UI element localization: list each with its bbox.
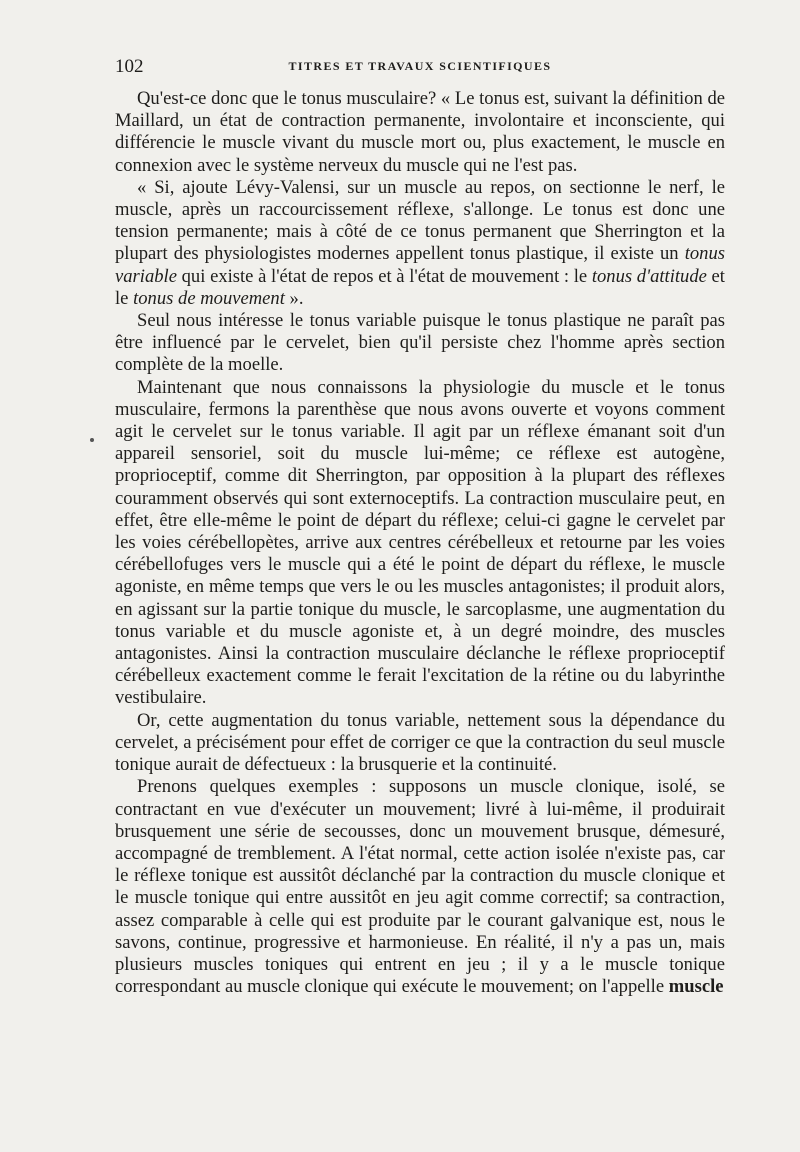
text-run: « Si, ajoute Lévy-Valensi, sur un muscle au repos, on sectionne le nerf, le muscle, après un raccourcissement réflexe, s'allonge. Le tonus est donc une tension permanente; mais à côté de ce tonus permanent que Sherrington et la plupart des physiologistes modernes appellent tonus plastique, il existe un <box>115 176 725 265</box>
paragraph <box>115 776 725 998</box>
paragraph <box>115 310 725 377</box>
paragraph <box>115 377 725 710</box>
bold-text: muscle <box>668 976 724 998</box>
paragraph <box>115 177 725 310</box>
text-run: Seul nous intéresse le tonus variable puisque le tonus plastique ne paraît pas être influencé par le cervelet, bien qu'il persiste chez l'homme après section complète de la moelle. <box>115 310 725 376</box>
text-run: et le <box>115 265 725 309</box>
text-run: ». <box>284 287 304 309</box>
body-text <box>115 88 725 998</box>
text-run: qui existe à l'état de repos et à l'état de mouvement : le <box>176 265 592 287</box>
paragraph <box>115 88 725 177</box>
italic-text: tonus variable <box>115 243 725 287</box>
page-number: 102 <box>115 56 144 77</box>
italic-text: tonus de mouvement <box>133 287 285 309</box>
margin-mark <box>90 438 94 442</box>
text-run: Or, cette augmentation du tonus variable, nettement sous la dépendance du cervelet, a précisément pour effet de corriger ce que la contraction du seul muscle tonique aurait de défectueux : la brusquerie et la continuité. <box>115 709 725 776</box>
page-header <box>115 56 725 78</box>
text-run: Prenons quelques exemples : supposons un muscle clonique, isolé, se contractant en vue d'exécuter un mouvement; livré à lui-même, il produirait brusquement une série de secousses, donc un mouvement brusque, démesuré, accompagné de tremblement. A l'état normal, cette action isolée n'existe pas, car le réflexe tonique est aussitôt déclanché par la contraction du muscle clonique et le muscle tonique qui entre aussitôt en jeu agit comme correctif; sa contraction, assez comparable à celle qui est produite par le courant galvanique est, nous le savons, continue, progressive et harmonieuse. En réalité, il n'y a pas un, mais plusieurs muscles toniques qui entrent en jeu ; il y a le muscle tonique correspondant au muscle clonique qui exécute le mouvement; on l'appelle <box>115 776 725 998</box>
text-run: Qu'est-ce donc que le tonus musculaire? « Le tonus est, suivant la définition de Maillard, un état de contraction permanente, involontaire et inconsciente, qui différencie le muscle vivant du muscle mort ou, plus exactement, le muscle en connexion avec le système nerveux du muscle qui ne l'est pas. <box>115 88 725 176</box>
italic-text: tonus d'attitude <box>591 265 707 287</box>
text-run: Maintenant que nous connaissons la physiologie du muscle et le tonus musculaire, fermons la parenthèse que nous avons ouverte et voyons comment agit le cervelet sur le tonus variable. Il agit par un réflexe émanant soit d'un appareil sensoriel, soit du muscle lui-même; ce réflexe est autogène, proprioceptif, comme dit Sherrington, par opposition à la plupart des réflexes couramment observés qui sont externoceptifs. La contraction musculaire peut, en effet, être elle-même le point de départ du réflexe; celui-ci gagne le cervelet par les voies cérébellopètes, arrive aux centres cérébelleux et retourne par les voies cérébellofuges vers le muscle qui a été le point de départ du réflexe, le muscle agoniste, en même temps que vers le ou les muscles antagonistes; il produit alors, en agissant sur la partie tonique du muscle, le sarcoplasme, une augmentation du tonus variable et du muscle agoniste et, à un degré moindre, des muscles antagonistes. Ainsi la contraction musculaire déclanche le réflexe proprioceptif cérébelleux exactement comme le ferait l'excitation de la rétine ou du labyrinthe vestibulaire. <box>115 376 725 709</box>
paragraph <box>115 710 725 777</box>
running-title: TITRES ET TRAVAUX SCIENTIFIQUES <box>288 59 552 73</box>
